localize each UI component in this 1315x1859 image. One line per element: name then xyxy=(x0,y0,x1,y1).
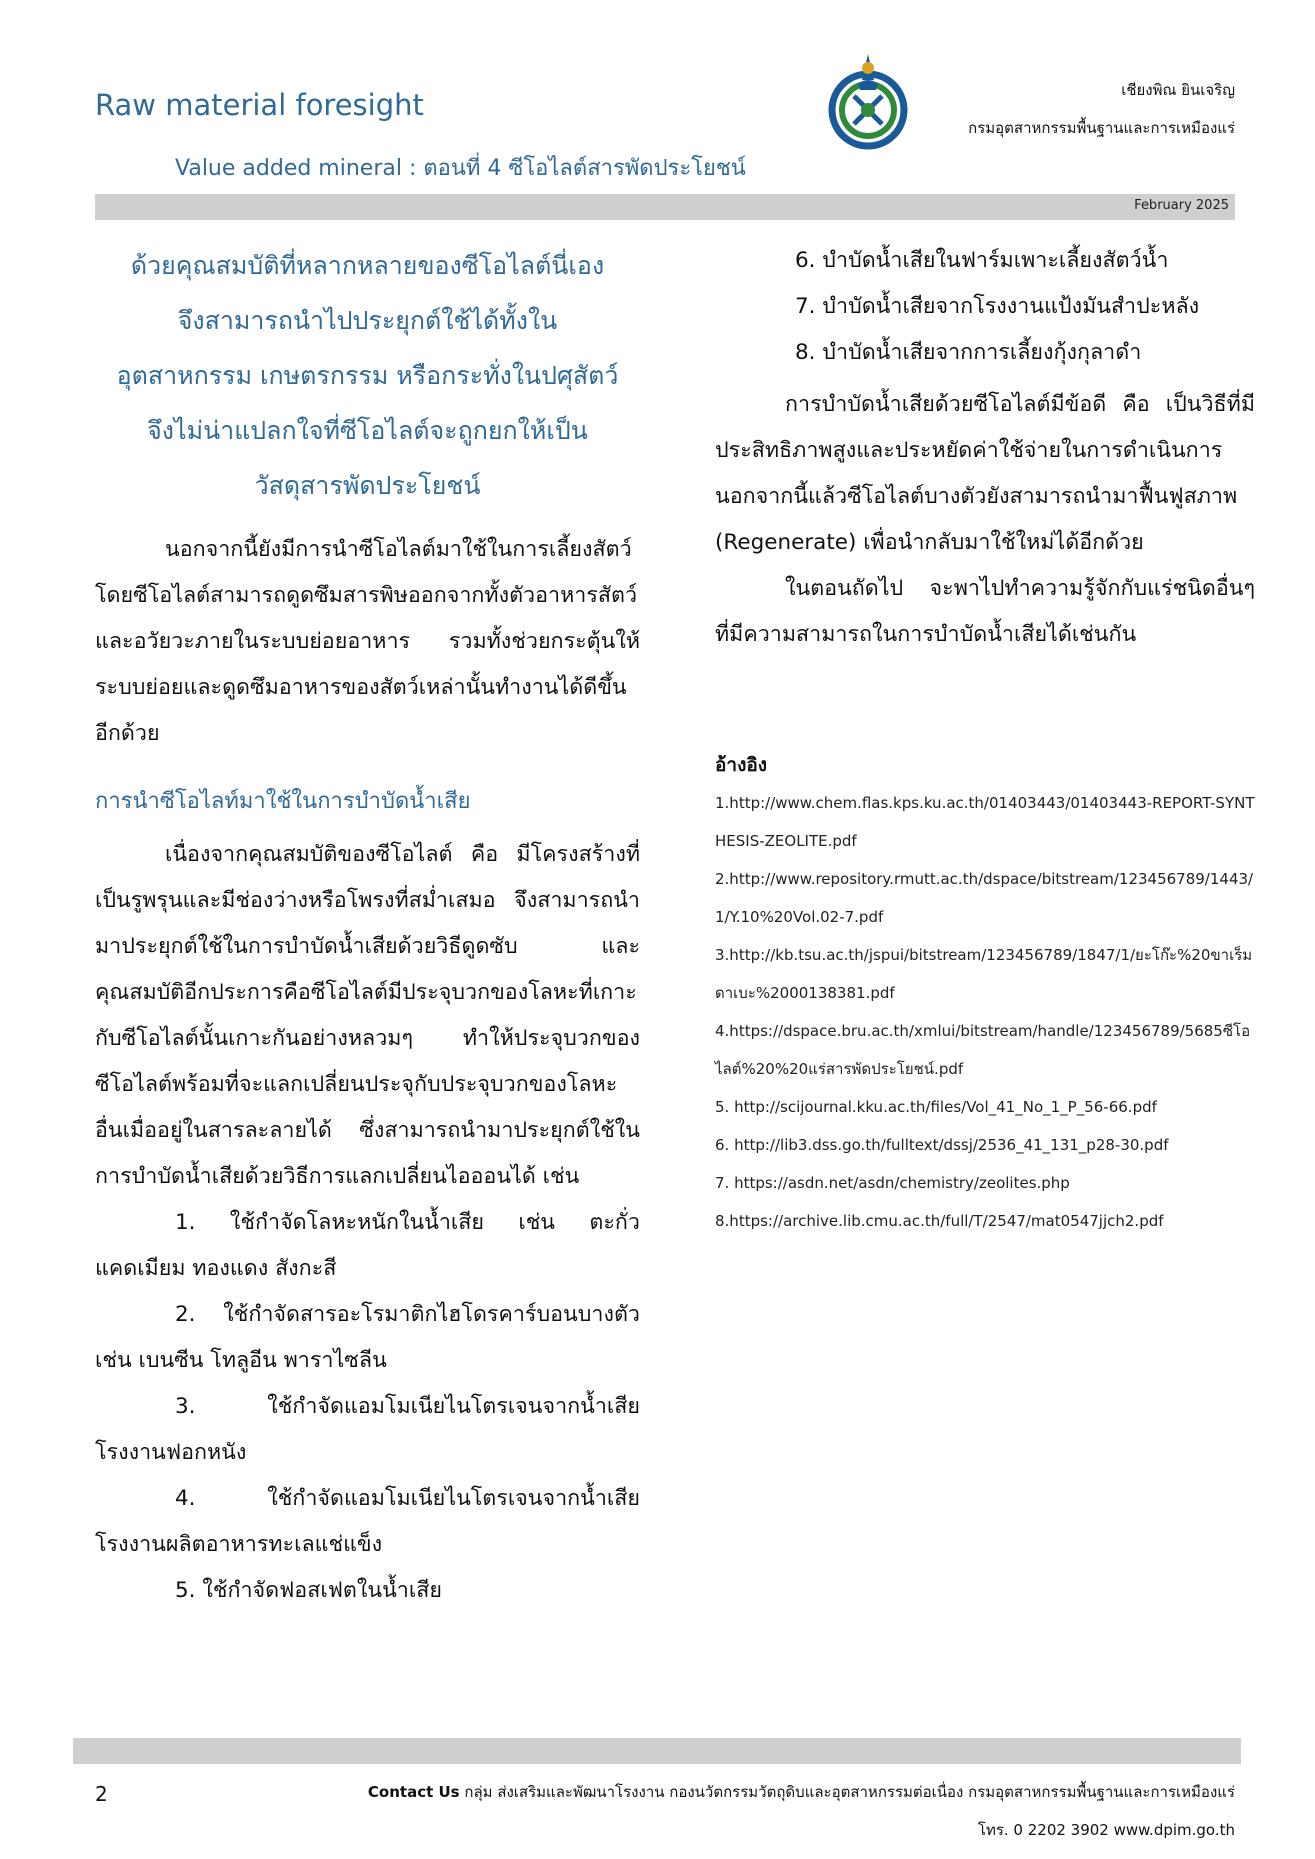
quote-line: จึงไม่น่าแปลกใจที่ซีโอไลต์จะถูกยกให้เป็น xyxy=(147,416,588,445)
body-paragraph: เนื่องจากคุณสมบัติของซีโอไลต์ คือ มีโครงสร้างที่เป็นรูพรุนและมีช่องว่างหรือโพรงที่สม่ำเสมอ จึงสามารถนำมาประยุกต์ใช้ในการบำบัดน้ำเสียด้วยวิธีดูดซับ และคุณสมบัติอีกประการคือซีโอไลต์มีประจุบวกของโลหะที่เกาะกับซีโอไลต์นั้นเกาะกันอย่างหลวมๆ ทำให้ประจุบวกของซีโอไลต์พร้อมที่จะแลกเปลี่ยนประจุกับประจุบวกของโลหะอื่นเมื่ออยู่ในสารละลายได้ ซึ่งสามารถนำมาประยุกต์ใช้ในการบำบัดน้ำเสียด้วยวิธีการแลกเปลี่ยนไอออนได้ เช่น xyxy=(95,842,640,1189)
document-title: Raw material foresight xyxy=(95,88,424,122)
reference-item: 5. http://scijournal.kku.ac.th/files/Vol_41_No_1_P_56-66.pdf xyxy=(715,1098,1157,1116)
body-paragraph: การบำบัดน้ำเสียด้วยซีโอไลต์มีข้อดี คือ เป็นวิธีที่มีประสิทธิภาพสูงและประหยัดค่าใช้จ่ายในการดำเนินการ นอกจากนี้แล้วซีโอไลต์บางตัวยังสามารถนำมาฟื้นฟูสภาพ (Regenerate) เพื่อนำกลับมาใช้ใหม่ได้อีกด้วย xyxy=(715,392,1255,555)
list-item: 6. บำบัดน้ำเสียในฟาร์มเพาะเลี้ยงสัตว์น้ำ xyxy=(795,248,1169,273)
publish-date: February 2025 xyxy=(1134,198,1229,213)
reference-item: 2.http://www.repository.rmutt.ac.th/dspace/bitstream/123456789/1443/1/Y.10%20Vol.02-7.pdf xyxy=(715,870,1254,926)
header-divider-bar xyxy=(95,194,1235,220)
document-subtitle: Value added mineral : ตอนที่ 4 ซีโอไลต์สารพัดประโยชน์ xyxy=(175,156,746,181)
quote-line: วัสดุสารพัดประโยชน์ xyxy=(254,471,481,500)
list-item: 2. ใช้กำจัดสารอะโรมาติกไฮโดรคาร์บอนบางตัว เช่น เบนซีน โทลูอีน พาราไซลีน xyxy=(95,1302,640,1373)
pull-quote xyxy=(95,238,640,513)
quote-line: ด้วยคุณสมบัติที่หลากหลายของซีโอไลต์นี่เอง xyxy=(130,251,605,280)
body-paragraph: ในตอนถัดไป จะพาไปทำความรู้จักกับแร่ชนิดอื่นๆ ที่มีความสามารถในการบำบัดน้ำเสียได้เช่นกัน xyxy=(715,576,1255,647)
list-item: 7. บำบัดน้ำเสียจากโรงงานแป้งมันสำปะหลัง xyxy=(795,294,1200,319)
section-heading: การนำซีโอไลท์มาใช้ในการบำบัดน้ำเสีย xyxy=(95,789,471,814)
reference-item: 7. https://asdn.net/asdn/chemistry/zeolites.php xyxy=(715,1174,1070,1192)
footer-divider-bar xyxy=(73,1738,1241,1764)
quote-line: อุตสาหกรรม เกษตรกรรม หรือกระทั่งในปศุสัตว์ xyxy=(116,361,619,390)
list-item: 1. ใช้กำจัดโลหะหนักในน้ำเสีย เช่น ตะกั่ว แคดเมียม ทองแดง สังกะสี xyxy=(95,1210,640,1281)
reference-item: 1.http://www.chem.flas.kps.ku.ac.th/01403443/01403443-REPORT-SYNTHESIS-ZEOLITE.pdf xyxy=(715,794,1255,850)
dpim-logo-icon xyxy=(818,50,918,150)
author-name: เชียงพิณ ยินเจริญ xyxy=(1121,81,1235,99)
list-item: 4. ใช้กำจัดแอมโมเนียไนโตรเจนจากน้ำเสียโรงงานผลิตอาหารทะเลแช่แข็ง xyxy=(95,1486,640,1557)
list-item: 3. ใช้กำจัดแอมโมเนียไนโตรเจนจากน้ำเสียโรงงานฟอกหนัง xyxy=(95,1394,640,1465)
left-column xyxy=(95,238,640,1614)
reference-item: 4.https://dspace.bru.ac.th/xmlui/bitstream/handle/123456789/5685ซีโอไลต์%20%20แร่สารพัดประโยชน์.pdf xyxy=(715,1022,1251,1078)
right-column xyxy=(715,238,1255,1240)
footer-phone: โทร. 0 2202 3902 www.dpim.go.th xyxy=(977,1821,1235,1839)
department-name: กรมอุตสาหกรรมพื้นฐานและการเหมืองแร่ xyxy=(968,119,1235,137)
contact-text: กลุ่ม ส่งเสริมและพัฒนาโรงงาน กองนวัตกรรมวัตถุดิบและอุตสาหกรรมต่อเนื่อง กรมอุตสาหกรรมพื้นฐานและการเหมืองแร่ xyxy=(464,1783,1235,1801)
reference-item: 8.https://archive.lib.cmu.ac.th/full/T/2547/mat0547jjch2.pdf xyxy=(715,1212,1164,1230)
contact-label: Contact Us xyxy=(367,1783,460,1801)
list-item: 5. ใช้กำจัดฟอสเฟตในน้ำเสีย xyxy=(175,1578,442,1603)
references-heading: อ้างอิง xyxy=(715,754,768,776)
page-number: 2 xyxy=(95,1782,108,1806)
list-item: 8. บำบัดน้ำเสียจากการเลี้ยงกุ้งกุลาดำ xyxy=(795,340,1142,365)
reference-item: 3.http://kb.tsu.ac.th/jspui/bitstream/123456789/1847/1/ยะโก๊ะ%20ขาเร็มดาเบะ%2000138381.pdf xyxy=(715,946,1253,1002)
footer-contact xyxy=(368,1780,1235,1804)
body-paragraph: นอกจากนี้ยังมีการนำซีโอไลต์มาใช้ในการเลี้ยงสัตว์ โดยซีโอไลต์สามารถดูดซึมสารพิษออกจากทั้งตัวอาหารสัตว์ และอวัยวะภายในระบบย่อยอาหาร รวมทั้งช่วยกระตุ้นให้ระบบย่อยและดูดซึมอาหารของสัตว์เหล่านั้นทำงานได้ดีขึ้นอีกด้วย xyxy=(95,537,640,746)
quote-line: จึงสามารถนำไปประยุกต์ใช้ได้ทั้งใน xyxy=(177,306,558,335)
reference-item: 6. http://lib3.dss.go.th/fulltext/dssj/2536_41_131_p28-30.pdf xyxy=(715,1136,1169,1154)
